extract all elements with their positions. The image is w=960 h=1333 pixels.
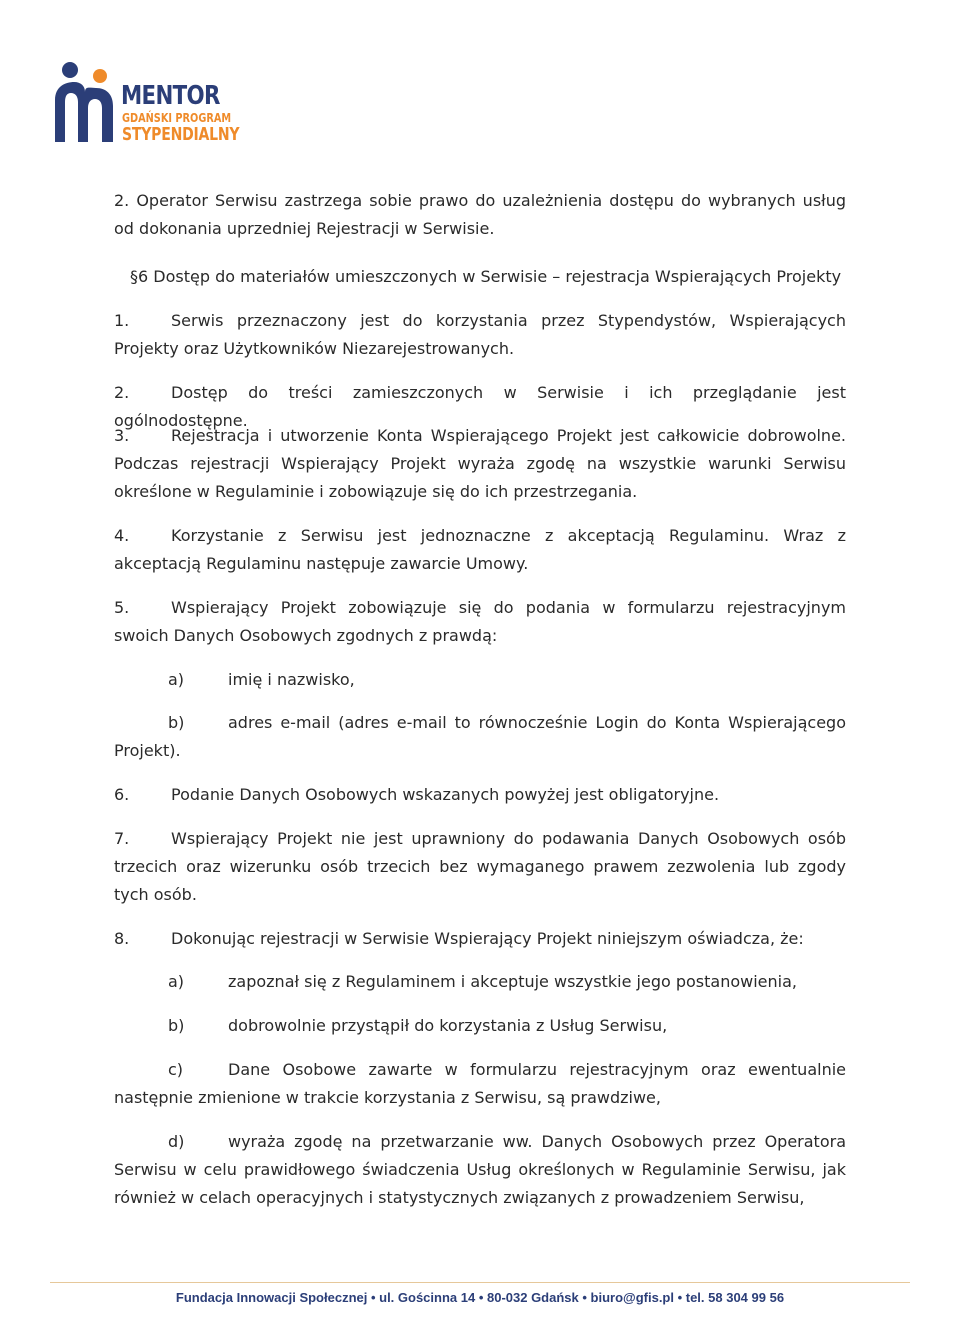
sub-item-letter: a)	[168, 972, 185, 991]
logo-title: MENTOR	[121, 81, 220, 111]
item-number: 1.	[114, 311, 130, 330]
sub-item-text: imię i nazwisko,	[228, 670, 355, 689]
item-text: Korzystanie z Serwisu jest jednoznaczne z akceptacją Regulaminu. Wraz z akceptacją Regulaminu następuje zawarcie Umowy.	[114, 526, 846, 573]
list-item	[114, 925, 846, 953]
sub-item-text: wyraża zgodę na przetwarzanie ww. Danych Osobowych przez Operatora Serwisu w celu prawidłowego świadczenia Usług określonych w Regulaminie Serwisu, jak również w celach operacyjnych i statystycznych związanych z prowadzeniem Serwisu,	[114, 1132, 846, 1207]
list-item	[114, 825, 846, 909]
sub-list-item	[114, 1056, 846, 1112]
sub-item-letter: b)	[168, 713, 185, 732]
footer-divider	[50, 1282, 910, 1283]
sub-item-letter: d)	[168, 1132, 185, 1151]
item-text: Serwis przeznaczony jest do korzystania przez Stypendystów, Wspierających Projekty oraz Użytkowników Niezarejestrowanych.	[114, 311, 846, 358]
item-text: Wspierający Projekt nie jest uprawniony do podawania Danych Osobowych osób trzecich oraz wizerunku osób trzecich bez wymaganego prawem zezwolenia lub zgody tych osób.	[114, 829, 846, 904]
sub-item-letter: c)	[168, 1060, 184, 1079]
item-text: Dostęp do treści zamieszczonych w Serwisie i ich przeglądanie jest ogólnodostępne.	[114, 383, 846, 430]
list-item	[114, 781, 846, 809]
sub-list-item	[114, 709, 846, 765]
item-text: Wspierający Projekt zobowiązuje się do podania w formularzu rejestracyjnym swoich Danych Osobowych zgodnych z prawdą:	[114, 598, 846, 645]
item-text: Dokonując rejestracji w Serwisie Wspierający Projekt niniejszym oświadcza, że:	[171, 929, 804, 948]
sub-list-item	[114, 968, 846, 996]
section-heading: §6 Dostęp do materiałów umieszczonych w Serwisie – rejestracja Wspierających Projekty	[130, 267, 842, 286]
list-item	[114, 307, 846, 363]
sub-item-text: dobrowolnie przystąpił do korzystania z Usług Serwisu,	[228, 1016, 668, 1035]
sub-item-text: adres e-mail (adres e-mail to równocześnie Login do Konta Wspierającego Projekt).	[114, 713, 846, 760]
sub-list-item	[114, 1128, 846, 1212]
list-item	[114, 594, 846, 650]
item-text: Rejestracja i utworzenie Konta Wspierającego Projekt jest całkowicie dobrowolne. Podczas rejestracji Wspierający Projekt wyraża zgodę na wszystkie warunki Serwisu określone w Regulaminie i zobowiązuje się do ich przestrzegania.	[114, 426, 846, 501]
item-number: 4.	[114, 526, 130, 545]
item-number: 7.	[114, 829, 130, 848]
sub-item-letter: b)	[168, 1016, 185, 1035]
logo-subtitle-2: STYPENDIALNY	[122, 124, 240, 145]
mentor-logo	[52, 62, 240, 147]
item-number: 8.	[114, 929, 130, 948]
item-text: Podanie Danych Osobowych wskazanych powyżej jest obligatoryjne.	[171, 785, 720, 804]
sub-list-item	[114, 1012, 846, 1040]
sub-item-text: Dane Osobowe zawarte w formularzu rejestracyjnym oraz ewentualnie następnie zmienione w trakcie korzystania z Serwisu, są prawdziwe,	[114, 1060, 846, 1107]
sub-list-item	[114, 666, 846, 694]
sub-item-letter: a)	[168, 670, 185, 689]
item-number: 3.	[114, 426, 130, 445]
list-item	[114, 522, 846, 578]
footer-contact: Fundacja Innowacji Społecznej • ul. Gościnna 14 • 80-032 Gdańsk • biuro@gfis.pl • tel. 58 304 99 56	[175, 1290, 785, 1305]
item-number: 2.	[114, 383, 130, 402]
item-number: 5.	[114, 598, 130, 617]
paragraph-intro: 2. Operator Serwisu zastrzega sobie prawo do uzależnienia dostępu do wybranych usług od dokonania uprzedniej Rejestracji w Serwisie.	[114, 191, 846, 238]
logo-subtitle-1: GDAŃSKI PROGRAM	[122, 110, 232, 125]
list-item	[114, 422, 846, 506]
mentor-logo-icon	[52, 62, 116, 144]
item-number: 6.	[114, 785, 130, 804]
sub-item-text: zapoznał się z Regulaminem i akceptuje wszystkie jego postanowienia,	[228, 972, 797, 991]
